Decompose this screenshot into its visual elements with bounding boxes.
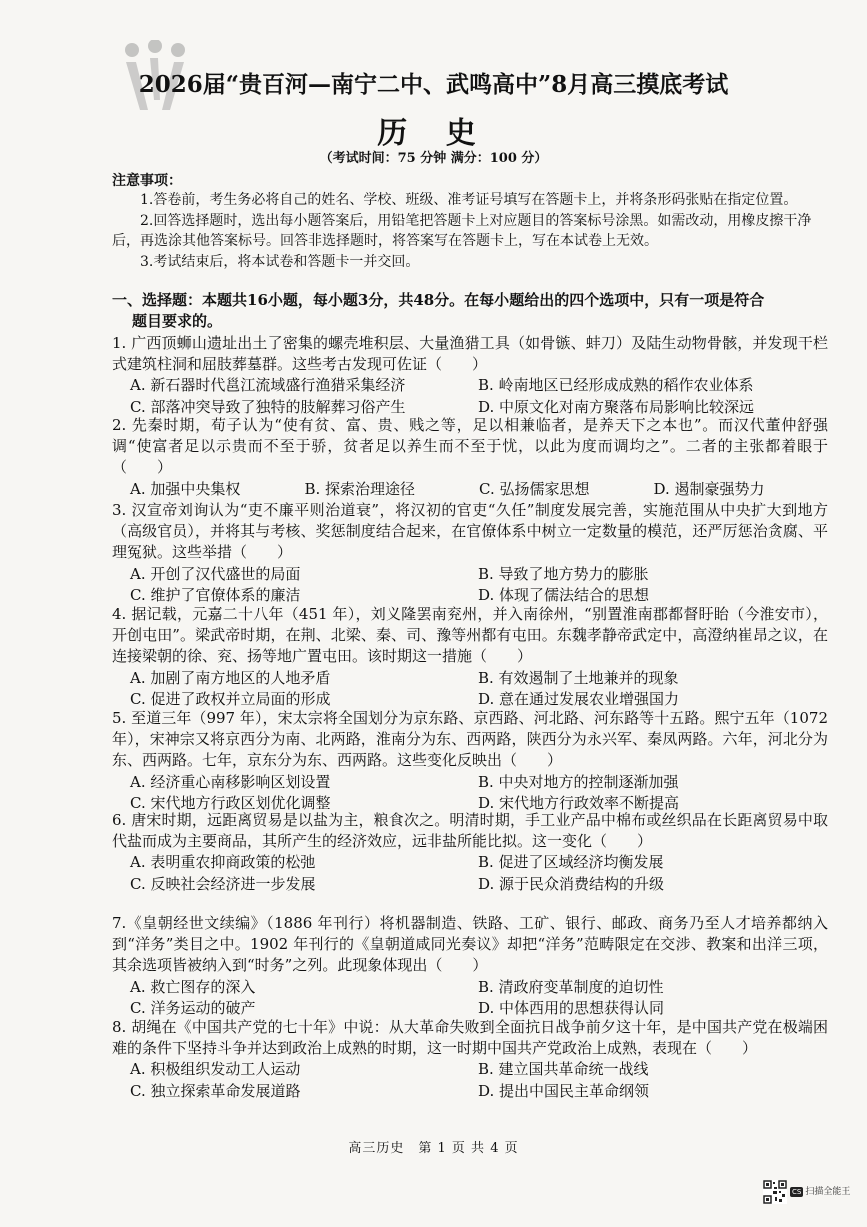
question-1 <box>112 333 828 418</box>
notice-item: 1.答卷前，考生务必将自己的姓名、学校、班级、准考证号填写在答题卡上，并将条形码张贴在指定位置。 <box>140 192 798 208</box>
section-heading-line2: 题目要求的。 <box>132 312 223 330</box>
option-b[interactable]: B. 促进了区域经济均衡发展 <box>478 853 664 872</box>
qr-code-icon <box>763 1180 787 1204</box>
notice-heading: 注意事项： <box>112 173 182 189</box>
option-d[interactable]: D. 提出中国民主革命纲领 <box>478 1081 650 1100</box>
scanner-badge: CS <box>792 1188 802 1196</box>
scanner-watermark <box>790 1184 850 1197</box>
question-stem: 8. 胡绳在《中国共产党的七十年》中说：从大革命失败到全面抗日战争前夕这十年，是中国共产党在极端困难的条件下坚持斗争并达到政治上成熟的时期，这一时期中国共产党政治上成熟，表现在（ ） <box>112 1018 828 1058</box>
question-3 <box>112 500 828 606</box>
question-4 <box>112 604 828 710</box>
option-c[interactable]: C. 促进了政权并立局面的形成 <box>130 689 331 708</box>
option-a[interactable]: A. 加剧了南方地区的人地矛盾 <box>130 668 331 687</box>
option-d[interactable]: D. 中体西用的思想获得认同 <box>478 998 665 1017</box>
page-footer: 高三历史 第 1 页 共 4 页 <box>348 1141 519 1156</box>
option-b[interactable]: B. 清政府变革制度的迫切性 <box>478 977 664 996</box>
option-d[interactable]: D. 意在通过发展农业增强国力 <box>478 689 680 708</box>
question-stem: 1. 广西顶蛳山遗址出土了密集的螺壳堆积层、大量渔猎工具（如骨镞、蚌刀）及陆生动物骨骸，并发现干栏式建筑柱洞和屈肢葬墓群。这些考古发现可佐证（ ） <box>112 334 828 374</box>
option-b[interactable]: B. 中央对地方的控制逐渐加强 <box>478 772 679 791</box>
option-a[interactable]: A. 救亡图存的深入 <box>130 977 256 996</box>
option-a[interactable]: A. 积极组织发动工人运动 <box>130 1060 301 1079</box>
option-c[interactable]: C. 维护了官僚体系的廉洁 <box>130 585 301 604</box>
question-stem: 6. 唐宋时期，远距离贸易是以盐为主，粮食次之。明清时期，手工业产品中棉布或丝织品在长距离贸易中取代盐而成为主要商品，其所产生的经济效应，远非盐所能比拟。这一变化（ ） <box>112 811 828 851</box>
question-2 <box>112 415 828 500</box>
option-a[interactable]: A. 表明重农抑商政策的松弛 <box>130 853 316 872</box>
question-5 <box>112 708 828 814</box>
question-8 <box>112 1017 828 1102</box>
option-d[interactable]: D. 源于民众消费结构的升级 <box>478 874 665 893</box>
option-d[interactable]: D. 遏制豪强势力 <box>653 479 765 498</box>
notice-item: 2.回答选择题时，选出每小题答案后，用铅笔把答题卡上对应题目的答案标号涂黑。如需改动，用橡皮擦干净后，再选涂其他答案标号。回答非选择题时，将答案写在答题卡上，写在本试卷上无效。 <box>112 212 812 249</box>
section-heading-line1: 一、选择题：本题共16小题，每小题3分，共48分。在每小题给出的四个选项中，只有一项是符合 <box>112 291 765 309</box>
notice-item: 3.考试结束后，将本试卷和答题卡一并交回。 <box>140 253 420 270</box>
option-d[interactable]: D. 中原文化对南方聚落布局影响比较深远 <box>478 397 755 416</box>
question-stem: 7.《皇朝经世文续编》（1886 年刊行）将机器制造、铁路、工矿、银行、邮政、商务乃至人才培养都纳入到“洋务”类目之中。1902 年刊行的《皇朝道咸同光奏议》却把“洋务”范畴限定在交涉、教案和出洋三项，其余选项皆被纳入到“时务”之列。此现象体现出（ ） <box>112 914 828 975</box>
question-6 <box>112 810 828 895</box>
option-c[interactable]: C. 弘扬儒家思想 <box>479 479 590 498</box>
subject-title: 历 史 <box>377 116 490 151</box>
option-b[interactable]: B. 有效遏制了土地兼并的现象 <box>478 668 679 687</box>
question-stem: 3. 汉宣帝刘询认为“吏不廉平则治道衰”，将汉初的官吏“久任”制度发展完善，实施范围从中央扩大到地方（高级官员），并将其与考核、奖惩制度结合起来，在官僚体系中树立一定数量的模范，还严厉惩治贪腐、平理冤狱。这些举措（ ） <box>112 501 828 562</box>
option-c[interactable]: C. 部落冲突导致了独特的肢解葬习俗产生 <box>130 397 406 416</box>
option-b[interactable]: B. 探索治理途径 <box>304 479 416 498</box>
notice-list <box>112 190 828 272</box>
option-a[interactable]: A. 加强中央集权 <box>130 479 241 498</box>
scanner-label: 扫描全能王 <box>805 1187 851 1197</box>
exam-title: 2026届“贵百河—南宁二中、武鸣高中”8月高三摸底考试 <box>138 71 729 98</box>
option-b[interactable]: B. 导致了地方势力的膨胀 <box>478 564 649 583</box>
question-stem: 4. 据记载，元嘉二十八年（451 年），刘义隆罢南兖州，并入南徐州，“别置淮南郡都督盱眙（今淮安市），开创屯田”。梁武帝时期，在荆、北梁、秦、司、豫等州都有屯田。东魏孝静帝武定中，高澄纳崔昂之议，在连接梁朝的徐、兖、扬等地广置屯田。该时期这一措施（ ） <box>112 605 828 666</box>
option-c[interactable]: C. 独立探索革命发展道路 <box>130 1081 301 1100</box>
option-c[interactable]: C. 反映社会经济进一步发展 <box>130 874 316 893</box>
option-a[interactable]: A. 新石器时代邕江流域盛行渔猎采集经济 <box>130 376 406 395</box>
question-stem: 5. 至道三年（997 年），宋太宗将全国划分为京东路、京西路、河北路、河东路等十五路。熙宁五年（1072 年），宋神宗又将京西分为南、北两路，淮南分为东、西两路，陕西分为永兴军、秦凤两路。六年，河北分为东、西两路。七年，京东分为东、西两路。这些变化反映出（ ） <box>112 709 828 770</box>
question-7 <box>112 913 828 1019</box>
option-a[interactable]: A. 经济重心南移影响区划设置 <box>130 772 331 791</box>
option-c[interactable]: C. 洋务运动的破产 <box>130 998 256 1017</box>
option-b[interactable]: B. 建立国共革命统一战线 <box>478 1060 649 1079</box>
exam-time-score: （考试时间：75 分钟 满分：100 分） <box>319 151 548 166</box>
section-heading <box>112 290 824 332</box>
option-b[interactable]: B. 岭南地区已经形成成熟的稻作农业体系 <box>478 376 754 395</box>
option-a[interactable]: A. 开创了汉代盛世的局面 <box>130 564 301 583</box>
option-d[interactable]: D. 体现了儒法结合的思想 <box>478 585 650 604</box>
option-d[interactable]: D. 宋代地方行政效率不断提高 <box>478 793 680 812</box>
option-c[interactable]: C. 宋代地方行政区划优化调整 <box>130 793 331 812</box>
question-stem: 2. 先秦时期，荀子认为“使有贫、富、贵、贱之等，足以相兼临者，是养天下之本也”。而汉代董仲舒强调“使富者足以示贵而不至于骄，贫者足以养生而不至于忧，以此为度而调均之”。二者的主张都着眼于（ ） <box>112 416 828 477</box>
